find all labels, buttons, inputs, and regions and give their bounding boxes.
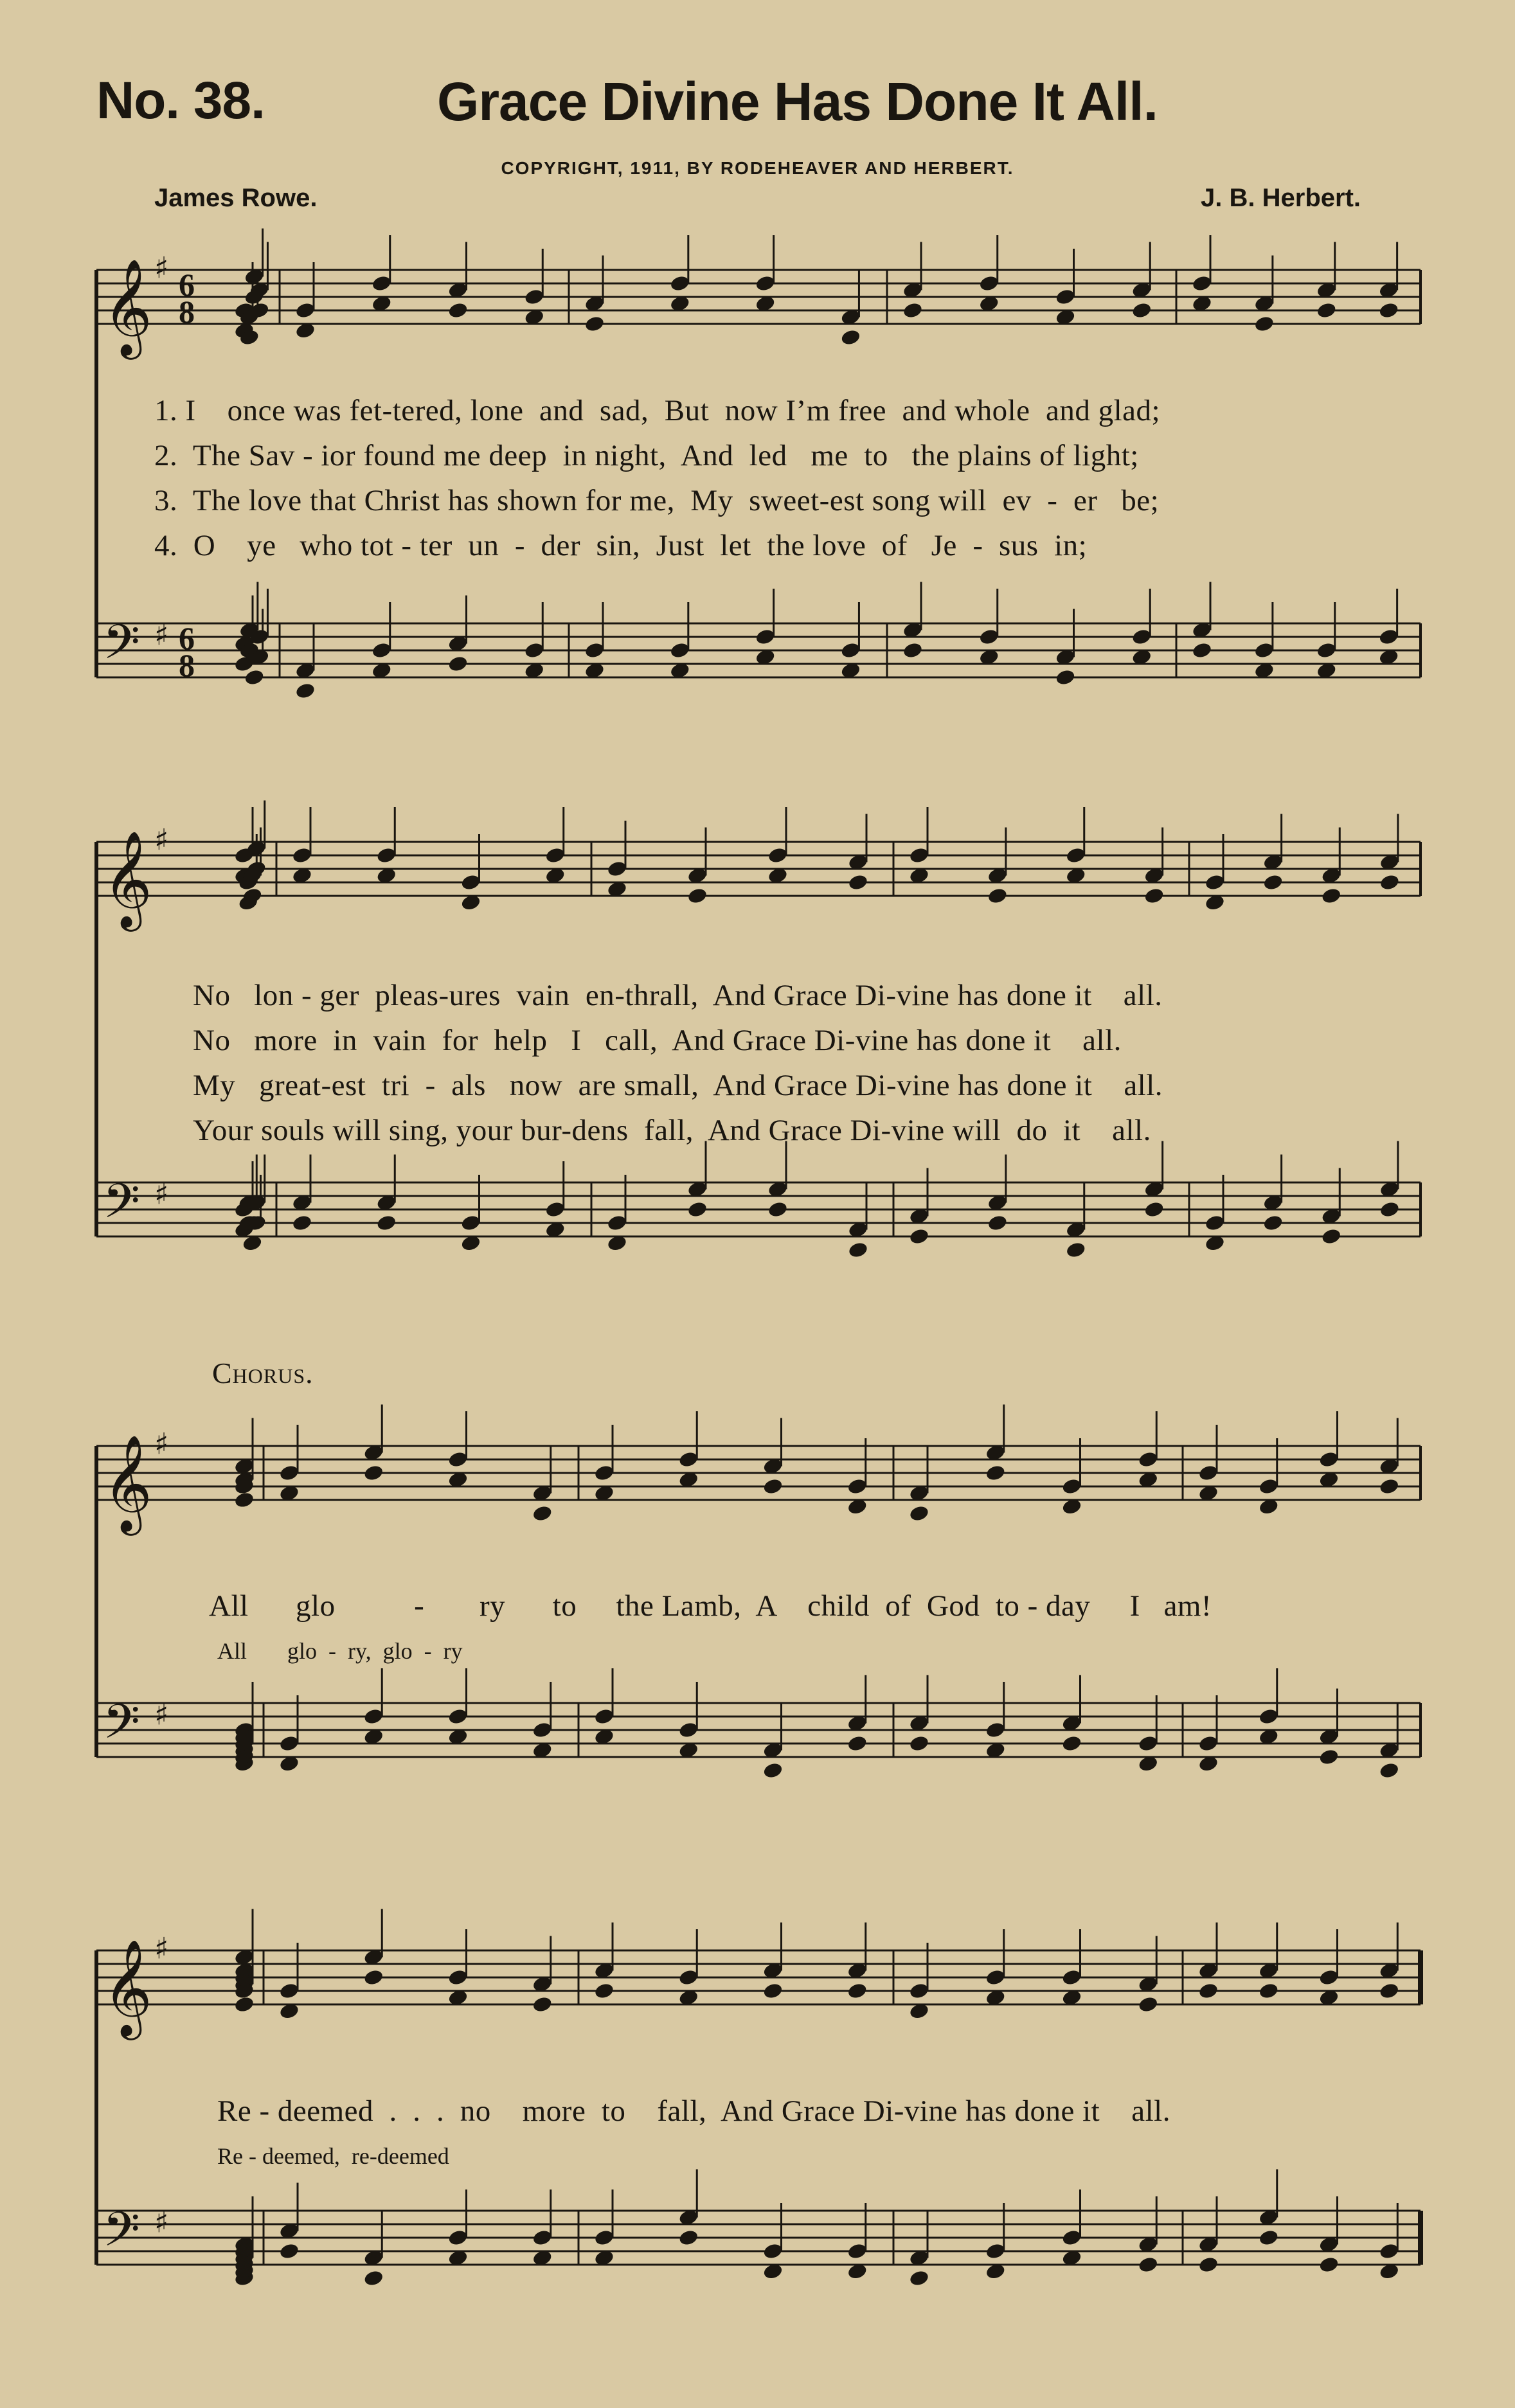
note-head <box>847 1241 868 1259</box>
bass-clef: 𝄢 <box>103 2202 140 2269</box>
verse-2-line-a: 2. The Sav - ior found me deep in night, And led me to the plains of light; <box>154 439 1139 472</box>
note-head <box>1262 873 1284 891</box>
note-head <box>908 2269 929 2287</box>
note-head <box>1143 1200 1165 1218</box>
note-head <box>278 2242 300 2260</box>
note-head <box>1258 1982 1279 2000</box>
treble-clef: 𝄞 <box>103 1434 152 1531</box>
note-head <box>1197 1982 1219 2000</box>
note-head <box>1321 1227 1342 1245</box>
note-head <box>1379 873 1400 891</box>
note-head <box>762 1761 784 1779</box>
chorus-alto-line-2: Re - deemed, re-deemed <box>217 2143 449 2169</box>
key-signature-sharp: ♯ <box>154 1176 169 1211</box>
note-head <box>1191 641 1212 659</box>
note-head <box>1055 668 1076 686</box>
note-head <box>1065 1241 1086 1259</box>
key-signature-sharp: ♯ <box>154 1697 169 1732</box>
note-head <box>593 1982 614 2000</box>
note-head <box>233 1491 255 1509</box>
note-head <box>1379 1982 1400 2000</box>
verse-2-line-b: No more in vain for help I call, And Grace Di-vine has done it all. <box>193 1024 1122 1057</box>
note-head <box>902 641 923 659</box>
verse-4-line-a: 4. O ye who tot - ter un - der sin, Just let the love of Je - sus in; <box>154 529 1088 562</box>
note-head <box>447 655 469 673</box>
key-signature-sharp: ♯ <box>154 822 169 857</box>
note-head <box>1379 1200 1400 1218</box>
note-head <box>1318 1748 1340 1766</box>
time-signature-digit: 8 <box>179 294 195 330</box>
key-signature-sharp: ♯ <box>154 617 169 652</box>
note-head <box>908 1504 929 1522</box>
note-head <box>363 1968 384 1986</box>
note-head <box>1131 301 1152 319</box>
note-head <box>1379 1477 1400 1495</box>
key-signature-sharp: ♯ <box>154 1931 169 1966</box>
time-signature-digit: 6 <box>179 620 195 656</box>
bass-clef: 𝄢 <box>103 614 140 682</box>
note-head <box>847 873 868 891</box>
note-head <box>1316 301 1337 319</box>
note-head <box>908 1227 929 1245</box>
composer-credit: J. B. Herbert. <box>1201 184 1361 212</box>
chorus-label: Chorus. <box>212 1357 314 1389</box>
verse-4-line-b: Your souls will sing, your bur-dens fall, And Grace Di-vine will do it all. <box>193 1114 1151 1147</box>
verse-3-line-a: 3. The love that Christ has shown for me, My sweet-est song will ev - er be; <box>154 484 1160 517</box>
note-head <box>847 1982 868 2000</box>
note-head <box>840 328 861 346</box>
note-head <box>1379 1761 1400 1779</box>
time-signature-digit: 6 <box>179 267 195 303</box>
verse-1-line-b: No lon - ger pleas-ures vain en-thrall, And Grace Di-vine has done it all. <box>193 979 1163 1012</box>
verse-3-line-b: My great-est tri - als now are small, And Grace Di-vine has done it all. <box>193 1069 1163 1102</box>
key-signature-sharp: ♯ <box>154 1426 169 1461</box>
note-head <box>1378 301 1399 319</box>
note-head <box>908 1735 929 1752</box>
key-signature-sharp: ♯ <box>154 250 169 285</box>
note-head <box>1253 315 1275 333</box>
note-head <box>376 1214 397 1232</box>
note-head <box>1258 2229 1279 2247</box>
note-head <box>686 1200 708 1218</box>
note-head <box>987 1214 1008 1232</box>
note-head <box>363 2269 384 2287</box>
note-head <box>847 1735 868 1752</box>
note-head <box>767 1200 788 1218</box>
note-head <box>532 1504 553 1522</box>
treble-clef: 𝄞 <box>103 1938 152 2036</box>
note-head <box>447 301 469 319</box>
verse-1-line-a: 1. I once was fet-tered, lone and sad, But now I’m free and whole and glad; <box>154 394 1161 427</box>
note-head <box>532 1995 553 2013</box>
note-head <box>363 1464 384 1482</box>
note-head <box>678 2229 699 2247</box>
hymn-number: No. 38. <box>96 71 265 130</box>
note-head <box>762 1982 784 2000</box>
lyricist-credit: James Rowe. <box>154 184 318 212</box>
time-signature-digit: 8 <box>179 647 195 683</box>
note-head <box>584 315 605 333</box>
chorus-lyric-line-2: Re - deemed . . . no more to fall, And Grace Di-vine has done it all. <box>217 2094 1170 2128</box>
note-head <box>762 1477 784 1495</box>
note-head <box>1262 1214 1284 1232</box>
note-head <box>1138 2256 1159 2274</box>
note-head <box>244 668 265 686</box>
note-head <box>1061 1735 1082 1752</box>
copyright-notice: COPYRIGHT, 1911, BY RODEHEAVER AND HERBERT. <box>501 158 1014 178</box>
chorus-lyric-line-1: All glo - ry to the Lamb, A child of God to - day I am! <box>209 1589 1212 1623</box>
note-head <box>1321 887 1342 905</box>
note-head <box>1143 887 1165 905</box>
treble-clef: 𝄞 <box>103 258 152 355</box>
key-signature-sharp: ♯ <box>154 2204 169 2240</box>
treble-clef: 𝄞 <box>103 830 152 927</box>
bass-clef: 𝄢 <box>103 1694 140 1761</box>
note-head <box>985 1464 1006 1482</box>
note-head <box>686 887 708 905</box>
note-head <box>1138 1995 1159 2013</box>
hymn-title: Grace Divine Has Done It All. <box>437 71 1158 132</box>
note-head <box>233 1995 255 2013</box>
note-head <box>294 682 316 700</box>
note-head <box>1318 2256 1340 2274</box>
note-head <box>1197 2256 1219 2274</box>
note-head <box>291 1214 312 1232</box>
chorus-alto-line-1: All glo - ry, glo - ry <box>217 1638 463 1664</box>
bass-clef: 𝄢 <box>103 1173 140 1241</box>
note-head <box>987 887 1008 905</box>
note-head <box>902 301 923 319</box>
